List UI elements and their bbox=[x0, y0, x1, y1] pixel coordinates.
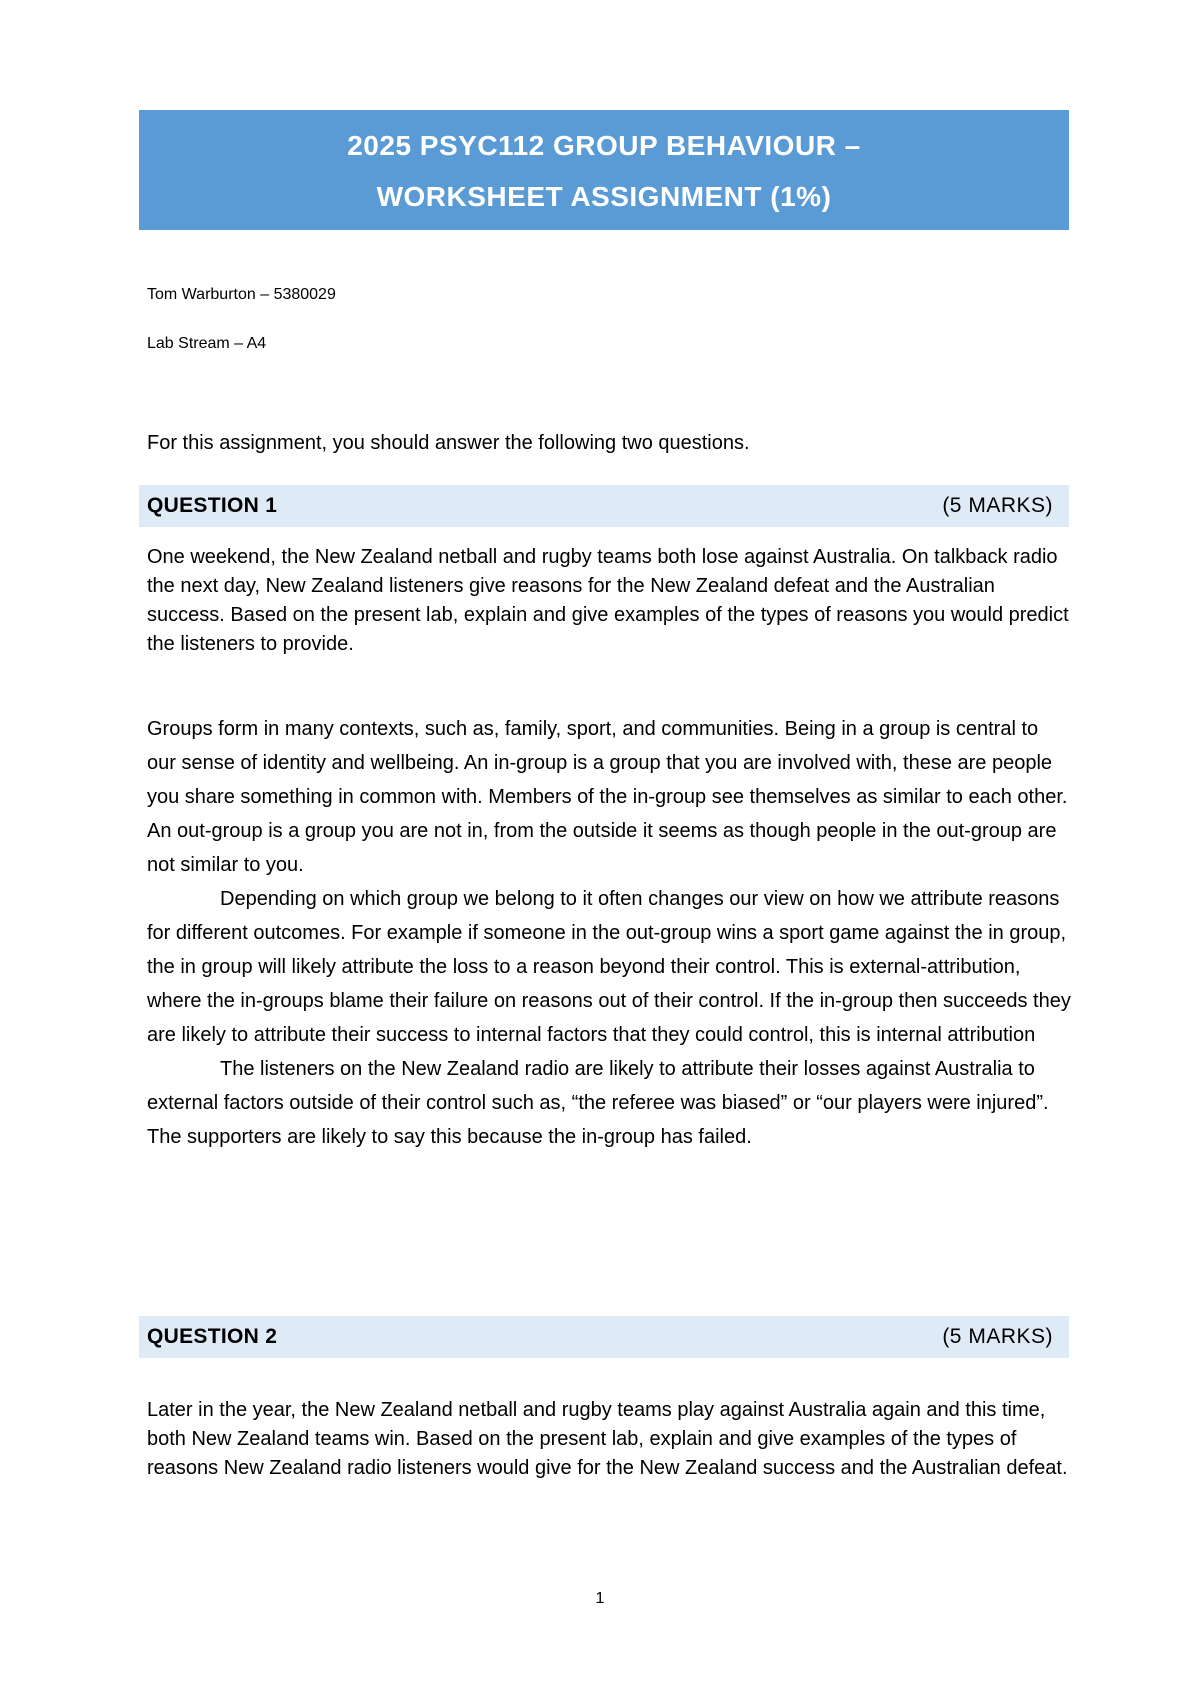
page-number: 1 bbox=[595, 1590, 605, 1607]
title-line-1: 2025 PSYC112 GROUP BEHAVIOUR – bbox=[347, 130, 861, 161]
lab-stream: Lab Stream – A4 bbox=[147, 335, 267, 352]
question-2-prompt: Later in the year, the New Zealand netball and rugby teams play against Australia again and this time, both New Zealand teams win. Based on the present lab, explain and give examples of the types of reasons New Zealand radio listeners would give for the New Zealand success and the Australian defeat. bbox=[147, 1399, 1068, 1479]
answer-paragraph-3: The listeners on the New Zealand radio are likely to attribute their losses against Australia to external factors outside of their control such as, “the referee was biased” or “our players were injured”. The supporters are likely to say this because the in-group has failed. bbox=[147, 1058, 1049, 1148]
question-2-marks: (5 MARKS) bbox=[942, 1325, 1053, 1348]
question-1-prompt: One weekend, the New Zealand netball and rugby teams both lose against Australia. On talkback radio the next day, New Zealand listeners give reasons for the New Zealand defeat and the Australian success. Based on the present lab, explain and give examples of the types of reasons you would predict the listeners to provide. bbox=[147, 546, 1069, 655]
title-banner bbox=[139, 110, 1069, 230]
answer-paragraph-2: Depending on which group we belong to it often changes our view on how we attribute reasons for different outcomes. For example if someone in the out-group wins a sport game against the in group, the in group will likely attribute the loss to a reason beyond their control. This is external-attribution, where the in-groups blame their failure on reasons out of their control. If the in-group then succeeds they are likely to attribute their success to internal factors that they could control, this is internal attribution bbox=[147, 888, 1071, 1046]
question-1-header bbox=[139, 485, 1069, 527]
assignment-intro: For this assignment, you should answer the following two questions. bbox=[147, 432, 750, 454]
question-1-title: QUESTION 1 bbox=[147, 494, 278, 517]
answer-paragraph-1: Groups form in many contexts, such as, family, sport, and communities. Being in a group is central to our sense of identity and wellbeing. An in-group is a group that you are involved with, these are people you share something in common with. Members of the in-group see themselves as similar to each other. An out-group is a group you are not in, from the outside it seems as though people in the out-group are not similar to you. bbox=[147, 718, 1068, 876]
student-name-id: Tom Warburton – 5380029 bbox=[147, 286, 336, 303]
question-2-title: QUESTION 2 bbox=[147, 1325, 278, 1348]
question-1-marks: (5 MARKS) bbox=[942, 494, 1053, 517]
question-1-answer bbox=[147, 712, 1072, 1154]
question-2-header bbox=[139, 1316, 1069, 1358]
title-line-2: WORKSHEET ASSIGNMENT (1%) bbox=[376, 181, 832, 212]
